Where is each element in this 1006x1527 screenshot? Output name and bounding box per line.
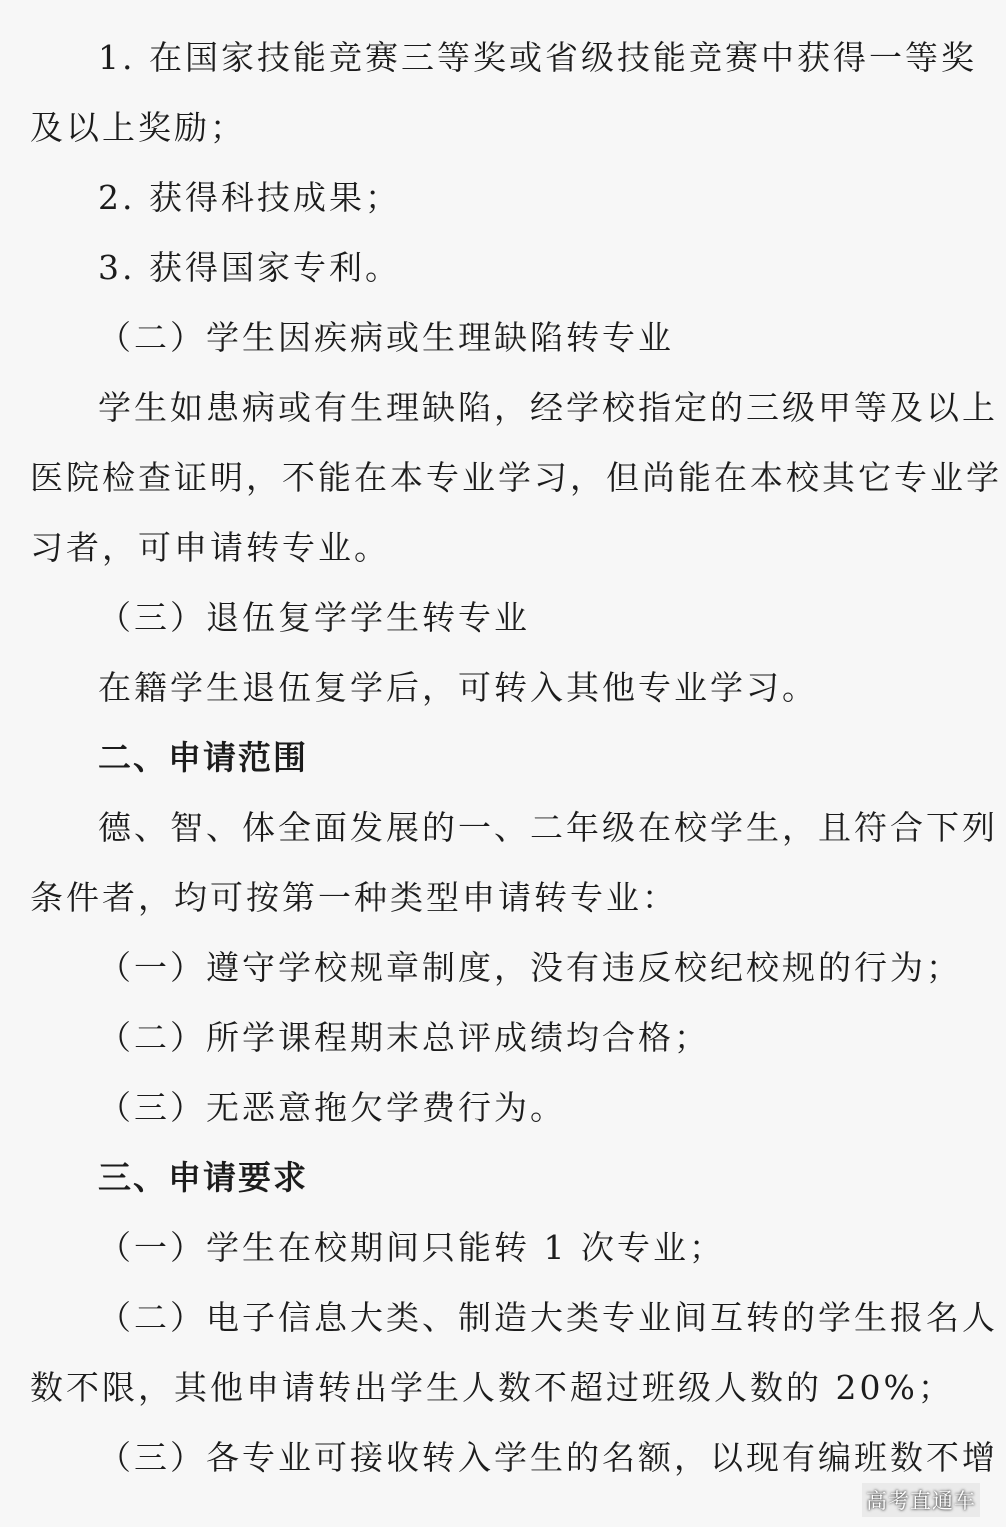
subsection-title-veteran: （三）退伍复学学生转专业 — [98, 598, 530, 637]
list-item-capacity: （三）各专业可接收转入学生的名额，以现有编班数不增 — [98, 1438, 998, 1477]
list-item-once: （一）学生在校期间只能转 1 次专业； — [98, 1228, 725, 1267]
paragraph-veteran: 在籍学生退伍复学后，可转入其他专业学习。 — [98, 668, 818, 707]
subsection-title-illness: （二）学生因疾病或生理缺陷转专业 — [98, 318, 674, 357]
list-item-grades: （二）所学课程期末总评成绩均合格； — [98, 1018, 710, 1057]
list-item-award-continued: 及以上奖励； — [30, 108, 246, 147]
paragraph-illness-line-3: 习者，可申请转专业。 — [30, 528, 390, 567]
paragraph-scope-line-2: 条件者，均可按第一种类型申请转专业： — [30, 878, 678, 917]
source-watermark: 高考直通车 — [862, 1483, 980, 1517]
paragraph-illness-line-1: 学生如患病或有生理缺陷，经学校指定的三级甲等及以上 — [98, 388, 998, 427]
paragraph-illness-line-2: 医院检查证明，不能在本专业学习，但尚能在本校其它专业学 — [30, 458, 1002, 497]
list-item-quota-line-1: （二）电子信息大类、制造大类专业间互转的学生报名人 — [98, 1298, 998, 1337]
list-item-patent: 3. 获得国家专利。 — [98, 248, 401, 287]
section-heading-scope: 二、申请范围 — [98, 738, 308, 777]
list-item-tuition: （三）无恶意拖欠学费行为。 — [98, 1088, 566, 1127]
list-item-quota-line-2: 数不限，其他申请转出学生人数不超过班级人数的 20%； — [30, 1368, 954, 1407]
list-item-tech-achievement: 2. 获得科技成果； — [98, 178, 401, 217]
paragraph-scope-line-1: 德、智、体全面发展的一、二年级在校学生，且符合下列 — [98, 808, 998, 847]
section-heading-requirements: 三、申请要求 — [98, 1158, 308, 1197]
list-item-award: 1. 在国家技能竞赛三等奖或省级技能竞赛中获得一等奖 — [98, 38, 977, 77]
list-item-rules: （一）遵守学校规章制度，没有违反校纪校规的行为； — [98, 948, 962, 987]
